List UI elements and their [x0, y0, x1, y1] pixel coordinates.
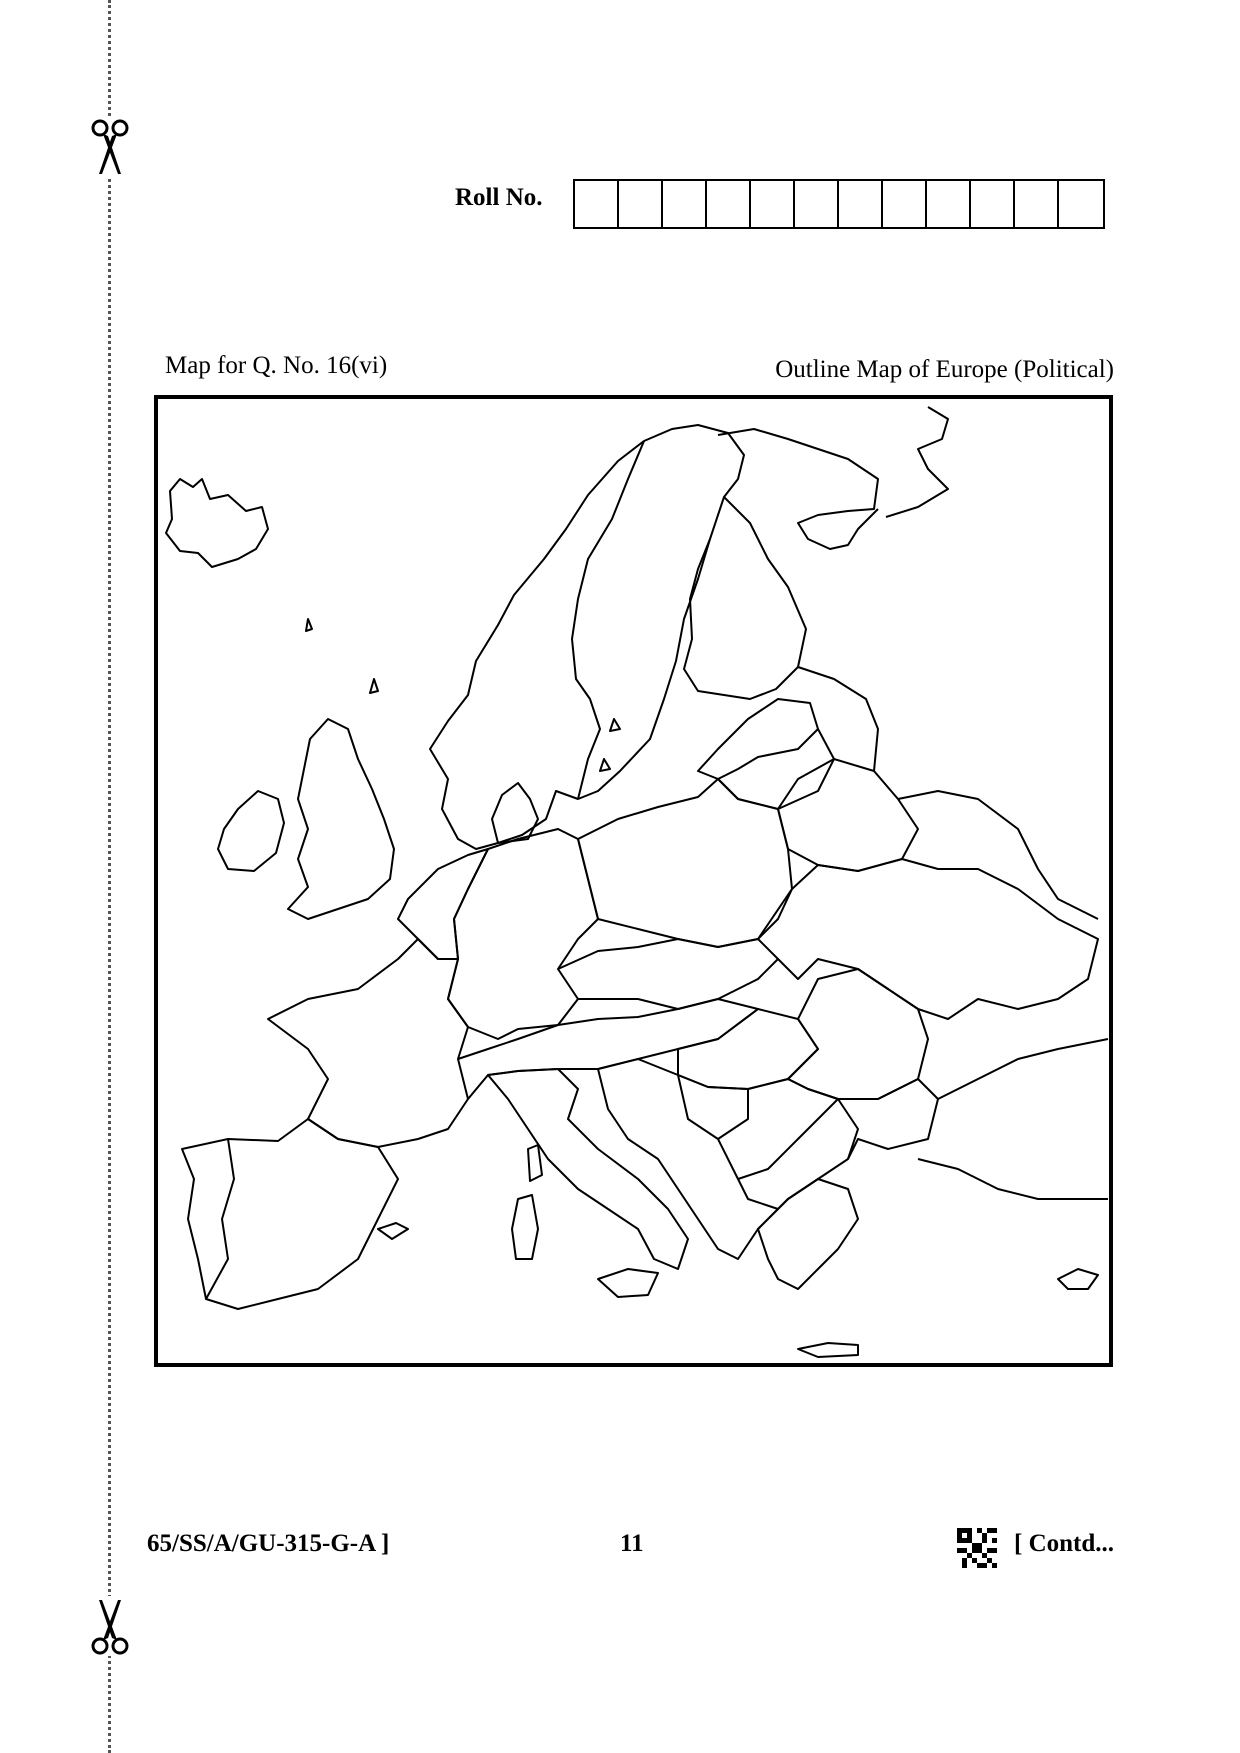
europe-outline-map	[154, 395, 1113, 1367]
sicily-outline	[598, 1269, 658, 1297]
balkan-internal-borders	[678, 1075, 838, 1209]
cyprus-outline	[1058, 1269, 1098, 1289]
qr-code-icon	[957, 1528, 997, 1568]
germany-outline	[448, 829, 598, 1039]
bulgaria-outline	[838, 1079, 938, 1159]
russia-west-outline	[798, 667, 1098, 919]
great-britain-outline	[288, 719, 394, 919]
iceland-outline	[166, 479, 268, 567]
roll-number-digit-box[interactable]	[1059, 181, 1103, 227]
map-title: Outline Map of Europe (Political)	[775, 356, 1114, 383]
ireland-outline	[218, 791, 284, 871]
czech-slovakia-outline	[558, 939, 778, 1009]
exam-code: 65/SS/A/GU-315-G-A ]	[147, 1530, 390, 1557]
roll-number-digit-box[interactable]	[927, 181, 971, 227]
alpine-outline	[458, 999, 758, 1099]
roll-number-digit-box[interactable]	[751, 181, 795, 227]
baltic-states-outline	[698, 699, 818, 779]
roll-number-digit-box[interactable]	[663, 181, 707, 227]
roll-number-digit-box[interactable]	[619, 181, 663, 227]
scandinavia-outline	[430, 425, 744, 849]
greece-outline	[758, 1179, 858, 1289]
france-outline	[268, 939, 468, 1147]
finland-outline	[684, 497, 806, 699]
roll-number-digit-box[interactable]	[1015, 181, 1059, 227]
sardinia-outline	[512, 1195, 538, 1259]
cut-line	[108, 0, 111, 1753]
roll-number-digit-box[interactable]	[839, 181, 883, 227]
romania-outline	[788, 969, 928, 1099]
continued-label: [ Contd...	[1014, 1530, 1115, 1557]
page-number: 11	[620, 1530, 644, 1557]
italy-outline	[488, 1069, 688, 1269]
benelux-outline	[398, 849, 488, 959]
roll-number-digit-box[interactable]	[795, 181, 839, 227]
kola-peninsula-outline	[718, 429, 878, 549]
belarus-outline	[778, 759, 918, 871]
roll-number-digit-box[interactable]	[971, 181, 1015, 227]
spain-portugal-border	[206, 1139, 234, 1299]
roll-number-digit-box[interactable]	[575, 181, 619, 227]
iberia-outline	[182, 1119, 398, 1309]
turkey-outline	[918, 1039, 1108, 1199]
roll-number-label: Roll No.	[455, 184, 543, 211]
roll-number-digit-box[interactable]	[707, 181, 751, 227]
hungary-outline	[678, 1009, 818, 1089]
crete-outline	[798, 1343, 858, 1357]
norway-sweden-border	[572, 441, 644, 799]
scissors-icon	[88, 118, 132, 178]
roll-number-boxes[interactable]	[573, 179, 1105, 229]
corsica-outline	[528, 1145, 542, 1181]
poland-outline	[578, 779, 792, 947]
map-question-caption: Map for Q. No. 16(vi)	[165, 352, 388, 379]
roll-number-digit-box[interactable]	[883, 181, 927, 227]
novaya-coast	[886, 407, 948, 517]
scissors-icon	[88, 1596, 132, 1656]
denmark-outline	[492, 783, 538, 843]
